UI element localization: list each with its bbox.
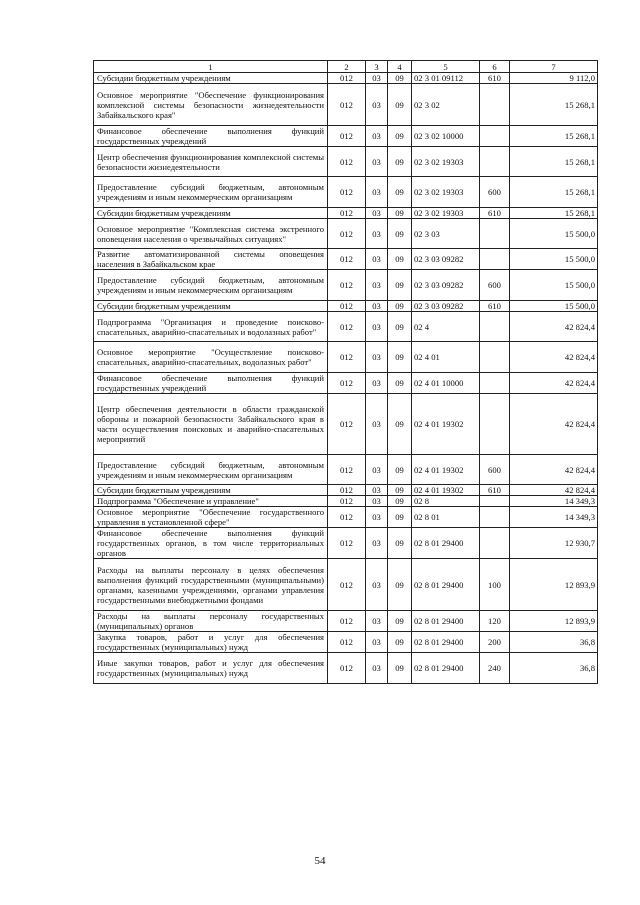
item-name-cell: Финансовое обеспечение выполнения функций государственных учреждений	[94, 373, 328, 394]
section-code-cell: 03	[366, 73, 388, 84]
amount-cell: 36,8	[510, 653, 598, 684]
table-row	[94, 126, 598, 147]
table-row	[94, 373, 598, 394]
amount-cell: 42 824,4	[510, 342, 598, 373]
subsection-code-cell: 09	[388, 373, 412, 394]
amount-cell: 12 893,9	[510, 611, 598, 632]
table-row	[94, 559, 598, 611]
item-name-cell: Финансовое обеспечение выполнения функций государственных учреждений	[94, 126, 328, 147]
amount-cell: 15 500,0	[510, 270, 598, 301]
subsection-code-cell: 09	[388, 301, 412, 312]
amount-cell: 15 268,1	[510, 126, 598, 147]
expense-type-code-cell: 610	[480, 73, 510, 84]
expense-type-code-cell: 100	[480, 559, 510, 611]
amount-cell: 15 500,0	[510, 219, 598, 249]
table-row	[94, 507, 598, 528]
ministry-code-cell: 012	[328, 559, 366, 611]
section-code-cell: 03	[366, 249, 388, 270]
table-row	[94, 177, 598, 208]
section-code-cell: 03	[366, 632, 388, 653]
section-code-cell: 03	[366, 177, 388, 208]
amount-cell: 42 824,4	[510, 373, 598, 394]
subsection-code-cell: 09	[388, 632, 412, 653]
amount-cell: 15 500,0	[510, 301, 598, 312]
target-article-code-cell: 02 3 03	[412, 219, 480, 249]
ministry-code-cell: 012	[328, 373, 366, 394]
section-code-cell: 03	[366, 507, 388, 528]
expense-type-code-cell	[480, 249, 510, 270]
ministry-code-cell: 012	[328, 507, 366, 528]
section-code-cell: 03	[366, 394, 388, 455]
expense-type-code-cell: 600	[480, 270, 510, 301]
subsection-code-cell: 09	[388, 126, 412, 147]
amount-cell: 15 500,0	[510, 249, 598, 270]
subsection-code-cell: 09	[388, 394, 412, 455]
expense-type-code-cell: 600	[480, 177, 510, 208]
subsection-code-cell: 09	[388, 455, 412, 485]
section-code-cell: 03	[366, 528, 388, 559]
amount-cell: 14 349,3	[510, 496, 598, 507]
item-name-cell: Субсидии бюджетным учреждениям	[94, 73, 328, 84]
subsection-code-cell: 09	[388, 147, 412, 177]
ministry-code-cell: 012	[328, 653, 366, 684]
item-name-cell: Расходы на выплаты персоналу в целях обеспечения выполнения функций государственными (муниципальными) органами, казенными учреждениями, органами управления государственными внебюджетными фондами	[94, 559, 328, 611]
table-row	[94, 84, 598, 126]
target-article-code-cell: 02 3 02 19303	[412, 147, 480, 177]
subsection-code-cell: 09	[388, 219, 412, 249]
expense-type-code-cell	[480, 342, 510, 373]
table-row	[94, 632, 598, 653]
item-name-cell: Расходы на выплаты персоналу государственных (муниципальных) органов	[94, 611, 328, 632]
section-code-cell: 03	[366, 559, 388, 611]
section-code-cell: 03	[366, 312, 388, 342]
section-code-cell: 03	[366, 653, 388, 684]
subsection-code-cell: 09	[388, 485, 412, 496]
header-cell: 4	[388, 61, 412, 73]
item-name-cell: Предоставление субсидий бюджетным, автономным учреждениям и иным некоммерческим организациям	[94, 455, 328, 485]
amount-cell: 15 268,1	[510, 177, 598, 208]
table-row	[94, 485, 598, 496]
subsection-code-cell: 09	[388, 312, 412, 342]
item-name-cell: Подпрограмма "Обеспечение и управление"	[94, 496, 328, 507]
expense-type-code-cell: 200	[480, 632, 510, 653]
expense-type-code-cell	[480, 312, 510, 342]
table-row	[94, 73, 598, 84]
amount-cell: 42 824,4	[510, 455, 598, 485]
budget-table	[93, 60, 598, 684]
expense-type-code-cell	[480, 496, 510, 507]
target-article-code-cell: 02 8 01 29400	[412, 528, 480, 559]
item-name-cell: Субсидии бюджетным учреждениям	[94, 301, 328, 312]
subsection-code-cell: 09	[388, 653, 412, 684]
ministry-code-cell: 012	[328, 528, 366, 559]
item-name-cell: Основное мероприятие "Комплексная система экстренного оповещения населения о чрезвычайных ситуациях"	[94, 219, 328, 249]
expense-type-code-cell: 610	[480, 301, 510, 312]
ministry-code-cell: 012	[328, 611, 366, 632]
target-article-code-cell: 02 8 01 29400	[412, 611, 480, 632]
target-article-code-cell: 02 4 01 19302	[412, 485, 480, 496]
section-code-cell: 03	[366, 496, 388, 507]
expense-type-code-cell	[480, 373, 510, 394]
ministry-code-cell: 012	[328, 496, 366, 507]
amount-cell: 42 824,4	[510, 394, 598, 455]
target-article-code-cell: 02 3 02	[412, 84, 480, 126]
target-article-code-cell: 02 3 03 09282	[412, 270, 480, 301]
ministry-code-cell: 012	[328, 249, 366, 270]
item-name-cell: Основное мероприятие "Осуществление поисково-спасательных, аварийно-спасательных, водолазных работ"	[94, 342, 328, 373]
expense-type-code-cell	[480, 528, 510, 559]
table-row	[94, 219, 598, 249]
target-article-code-cell: 02 3 03 09282	[412, 301, 480, 312]
target-article-code-cell: 02 4 01 10000	[412, 373, 480, 394]
item-name-cell: Предоставление субсидий бюджетным, автономным учреждениям и иным некоммерческим организациям	[94, 270, 328, 301]
subsection-code-cell: 09	[388, 611, 412, 632]
amount-cell: 15 268,1	[510, 147, 598, 177]
expense-type-code-cell	[480, 84, 510, 126]
item-name-cell: Основное мероприятие "Обеспечение государственного управления в установленной сфере"	[94, 507, 328, 528]
target-article-code-cell: 02 3 01 09112	[412, 73, 480, 84]
subsection-code-cell: 09	[388, 528, 412, 559]
expense-type-code-cell: 600	[480, 455, 510, 485]
amount-cell: 42 824,4	[510, 485, 598, 496]
section-code-cell: 03	[366, 485, 388, 496]
section-code-cell: 03	[366, 455, 388, 485]
ministry-code-cell: 012	[328, 342, 366, 373]
expense-type-code-cell	[480, 219, 510, 249]
item-name-cell: Субсидии бюджетным учреждениям	[94, 208, 328, 219]
table-row	[94, 312, 598, 342]
target-article-code-cell: 02 3 02 19303	[412, 177, 480, 208]
table-row	[94, 653, 598, 684]
table-row	[94, 496, 598, 507]
expense-type-code-cell: 610	[480, 208, 510, 219]
item-name-cell: Субсидии бюджетным учреждениям	[94, 485, 328, 496]
target-article-code-cell: 02 8 01 29400	[412, 559, 480, 611]
ministry-code-cell: 012	[328, 84, 366, 126]
section-code-cell: 03	[366, 219, 388, 249]
section-code-cell: 03	[366, 208, 388, 219]
table-row	[94, 301, 598, 312]
expense-type-code-cell	[480, 507, 510, 528]
section-code-cell: 03	[366, 84, 388, 126]
subsection-code-cell: 09	[388, 249, 412, 270]
subsection-code-cell: 09	[388, 177, 412, 208]
target-article-code-cell: 02 4	[412, 312, 480, 342]
section-code-cell: 03	[366, 147, 388, 177]
ministry-code-cell: 012	[328, 147, 366, 177]
item-name-cell: Предоставление субсидий бюджетным, автономным учреждениям и иным некоммерческим организациям	[94, 177, 328, 208]
header-cell: 1	[94, 61, 328, 73]
target-article-code-cell: 02 3 02 19303	[412, 208, 480, 219]
amount-cell: 15 268,1	[510, 208, 598, 219]
section-code-cell: 03	[366, 373, 388, 394]
section-code-cell: 03	[366, 270, 388, 301]
amount-cell: 12 930,7	[510, 528, 598, 559]
ministry-code-cell: 012	[328, 455, 366, 485]
subsection-code-cell: 09	[388, 342, 412, 373]
item-name-cell: Финансовое обеспечение выполнения функций государственных органов, в том числе территориальных органов	[94, 528, 328, 559]
ministry-code-cell: 012	[328, 219, 366, 249]
table-row	[94, 342, 598, 373]
amount-cell: 36,8	[510, 632, 598, 653]
ministry-code-cell: 012	[328, 485, 366, 496]
expense-type-code-cell: 120	[480, 611, 510, 632]
section-code-cell: 03	[366, 342, 388, 373]
header-cell: 6	[480, 61, 510, 73]
amount-cell: 15 268,1	[510, 84, 598, 126]
ministry-code-cell: 012	[328, 312, 366, 342]
ministry-code-cell: 012	[328, 270, 366, 301]
header-cell: 3	[366, 61, 388, 73]
section-code-cell: 03	[366, 611, 388, 632]
item-name-cell: Основное мероприятие "Обеспечение функционирования комплексной системы безопасности жизнедеятельности Забайкальского края"	[94, 84, 328, 126]
ministry-code-cell: 012	[328, 126, 366, 147]
target-article-code-cell: 02 8	[412, 496, 480, 507]
subsection-code-cell: 09	[388, 559, 412, 611]
subsection-code-cell: 09	[388, 507, 412, 528]
header-cell: 5	[412, 61, 480, 73]
target-article-code-cell: 02 3 02 10000	[412, 126, 480, 147]
header-cell: 7	[510, 61, 598, 73]
header-cell: 2	[328, 61, 366, 73]
subsection-code-cell: 09	[388, 270, 412, 301]
expense-type-code-cell	[480, 394, 510, 455]
item-name-cell: Подпрограмма "Организация и проведение поисково-спасательных, аварийно-спасательных и водолазных работ"	[94, 312, 328, 342]
table-row	[94, 147, 598, 177]
subsection-code-cell: 09	[388, 84, 412, 126]
section-code-cell: 03	[366, 301, 388, 312]
table-row	[94, 455, 598, 485]
amount-cell: 9 112,0	[510, 73, 598, 84]
target-article-code-cell: 02 8 01 29400	[412, 653, 480, 684]
table-row	[94, 270, 598, 301]
table-row	[94, 208, 598, 219]
expense-type-code-cell: 240	[480, 653, 510, 684]
expense-type-code-cell	[480, 147, 510, 177]
amount-cell: 14 349,3	[510, 507, 598, 528]
subsection-code-cell: 09	[388, 73, 412, 84]
table-row	[94, 394, 598, 455]
target-article-code-cell: 02 4 01	[412, 342, 480, 373]
target-article-code-cell: 02 4 01 19302	[412, 394, 480, 455]
table-row	[94, 528, 598, 559]
table-row	[94, 611, 598, 632]
subsection-code-cell: 09	[388, 496, 412, 507]
expense-type-code-cell	[480, 126, 510, 147]
ministry-code-cell: 012	[328, 394, 366, 455]
ministry-code-cell: 012	[328, 73, 366, 84]
target-article-code-cell: 02 8 01	[412, 507, 480, 528]
amount-cell: 12 893,9	[510, 559, 598, 611]
ministry-code-cell: 012	[328, 208, 366, 219]
expense-type-code-cell: 610	[480, 485, 510, 496]
ministry-code-cell: 012	[328, 301, 366, 312]
item-name-cell: Центр обеспечения функционирования комплексной системы безопасности жизнедеятельности	[94, 147, 328, 177]
page-number: 54	[314, 855, 326, 867]
amount-cell: 42 824,4	[510, 312, 598, 342]
item-name-cell: Развитие автоматизированной системы оповещения населения в Забайкальском крае	[94, 249, 328, 270]
item-name-cell: Иные закупки товаров, работ и услуг для обеспечения государственных (муниципальных) нужд	[94, 653, 328, 684]
table-header-row	[94, 61, 598, 73]
ministry-code-cell: 012	[328, 177, 366, 208]
section-code-cell: 03	[366, 126, 388, 147]
target-article-code-cell: 02 8 01 29400	[412, 632, 480, 653]
target-article-code-cell: 02 3 03 09282	[412, 249, 480, 270]
table-row	[94, 249, 598, 270]
subsection-code-cell: 09	[388, 208, 412, 219]
item-name-cell: Центр обеспечения деятельности в области гражданской обороны и пожарной безопасности Забайкальского края в части осуществления поисковых и аварийно-спасательных мероприятий	[94, 394, 328, 455]
ministry-code-cell: 012	[328, 632, 366, 653]
target-article-code-cell: 02 4 01 19302	[412, 455, 480, 485]
item-name-cell: Закупка товаров, работ и услуг для обеспечения государственных (муниципальных) нужд	[94, 632, 328, 653]
